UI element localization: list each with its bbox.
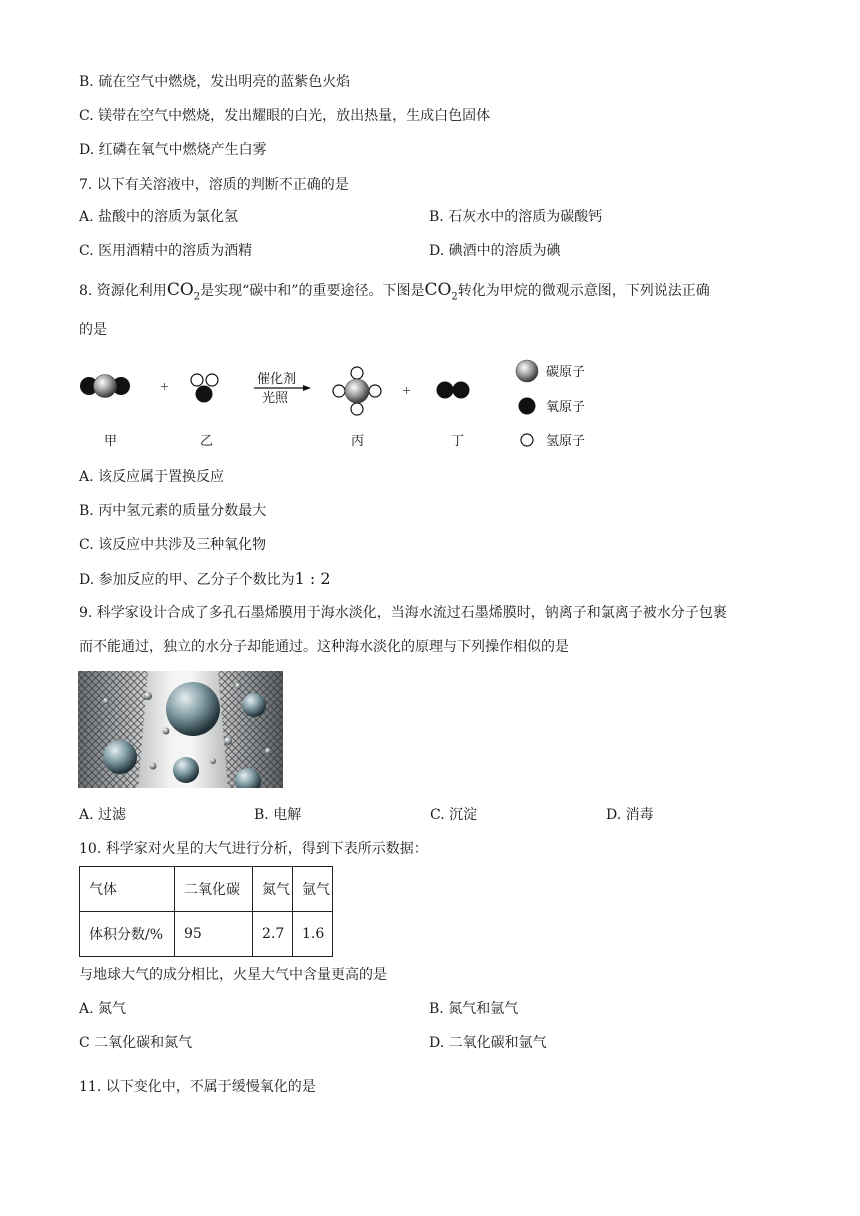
- reaction-arrow: [254, 371, 311, 406]
- co2-formula: $CO_2$: [424, 280, 458, 303]
- legend-oxygen-icon: [519, 398, 536, 415]
- q11-stem: 11. 以下变化中，不属于缓慢氧化的是: [79, 1079, 316, 1095]
- q8-option-a: A. 该反应属于置换反应: [79, 469, 225, 485]
- q7-option-c: C. 医用酒精中的溶质为酒精: [79, 243, 253, 259]
- table-header-cell: 氩气: [293, 867, 333, 912]
- legend-hydrogen-icon: [521, 434, 533, 446]
- plus-sign: +: [160, 380, 170, 393]
- legend-hydrogen: 氢原子: [546, 434, 586, 449]
- q9-option-b: B. 电解: [254, 807, 302, 823]
- q7-stem: 7. 以下有关溶液中，溶质的判断不正确的是: [79, 177, 349, 193]
- table-cell: 1.6: [293, 912, 333, 957]
- ratio-value: 1 : 2: [294, 569, 331, 588]
- q7-option-b: B. 石灰水中的溶质为碳酸钙: [429, 209, 603, 225]
- q8-option-d: D. 参加反应的甲、乙分子个数比为1 : 2: [79, 569, 331, 588]
- q9-option-d: D. 消毒: [606, 807, 654, 823]
- q6-option-b: B. 硫在空气中燃烧，发出明亮的蓝紫色火焰: [79, 74, 351, 90]
- light-label: 光照: [262, 391, 289, 406]
- molecule-bing-ch4: [333, 367, 381, 415]
- q10-option-d: D. 二氧化碳和氩气: [429, 1035, 547, 1051]
- q8-option-b: B. 丙中氢元素的质量分数最大: [79, 503, 267, 519]
- label-yi: 乙: [200, 434, 214, 449]
- plus-sign: +: [402, 384, 412, 397]
- label-jia: 甲: [104, 434, 118, 449]
- legend-carbon-icon: [516, 360, 538, 382]
- q10-option-b: B. 氮气和氩气: [429, 1001, 519, 1017]
- q10-question: 与地球大气的成分相比，火星大气中含量更高的是: [79, 967, 387, 983]
- graphene-membrane-image: [78, 671, 283, 788]
- q6-option-d: D. 红磷在氧气中燃烧产生白雾: [79, 142, 267, 158]
- molecule-ding-o2: [437, 382, 470, 399]
- reaction-diagram: [76, 355, 616, 455]
- table-header-cell: 氮气: [253, 867, 293, 912]
- co2-formula: $CO_2$: [166, 280, 201, 303]
- catalyst-label: 催化剂: [257, 372, 297, 387]
- q8-stem-line2: 的是: [79, 322, 107, 338]
- q9-stem-line2: 而不能通过，独立的水分子却能通过。这种海水淡化的原理与下列操作相似的是: [79, 639, 569, 655]
- label-ding: 丁: [451, 434, 465, 449]
- table-cell: 95: [175, 912, 253, 957]
- q9-option-c: C. 沉淀: [430, 807, 478, 823]
- q9-option-a: A. 过滤: [79, 807, 127, 823]
- table-row: [80, 867, 333, 912]
- table-cell: 体积分数/%: [80, 912, 175, 957]
- label-bing: 丙: [351, 434, 365, 449]
- q8-option-c: C. 该反应中共涉及三种氧化物: [79, 537, 267, 553]
- mars-atmosphere-table: [79, 866, 333, 957]
- molecule-yi-h2o: [191, 374, 218, 403]
- q10-option-c: C 二氧化碳和氮气: [79, 1035, 193, 1051]
- q8-stem: 8. 资源化利用$CO_2$是实现“碳中和”的重要途径。下图是$CO_2$转化为甲烷的微观示意图，下列说法正确: [79, 280, 710, 303]
- q10-stem: 10. 科学家对火星的大气进行分析，得到下表所示数据：: [79, 841, 428, 857]
- legend-oxygen: 氧原子: [546, 400, 586, 415]
- q7-option-d: D. 碘酒中的溶质为碘: [429, 243, 561, 259]
- q7-option-a: A. 盐酸中的溶质为氯化氢: [79, 209, 239, 225]
- table-row: [80, 912, 333, 957]
- table-cell: 2.7: [253, 912, 293, 957]
- table-header-cell: 二氧化碳: [175, 867, 253, 912]
- q9-stem-line1: 9. 科学家设计合成了多孔石墨烯膜用于海水淡化，当海水流过石墨烯膜时，钠离子和氯离子被水分子包裹: [79, 605, 727, 621]
- legend: [516, 360, 585, 449]
- q6-option-c: C. 镁带在空气中燃烧，发出耀眼的白光，放出热量，生成白色固体: [79, 108, 491, 124]
- legend-carbon: 碳原子: [546, 365, 586, 380]
- table-header-cell: 气体: [80, 867, 175, 912]
- molecule-jia-co2: [80, 375, 130, 398]
- q10-option-a: A. 氮气: [79, 1001, 127, 1017]
